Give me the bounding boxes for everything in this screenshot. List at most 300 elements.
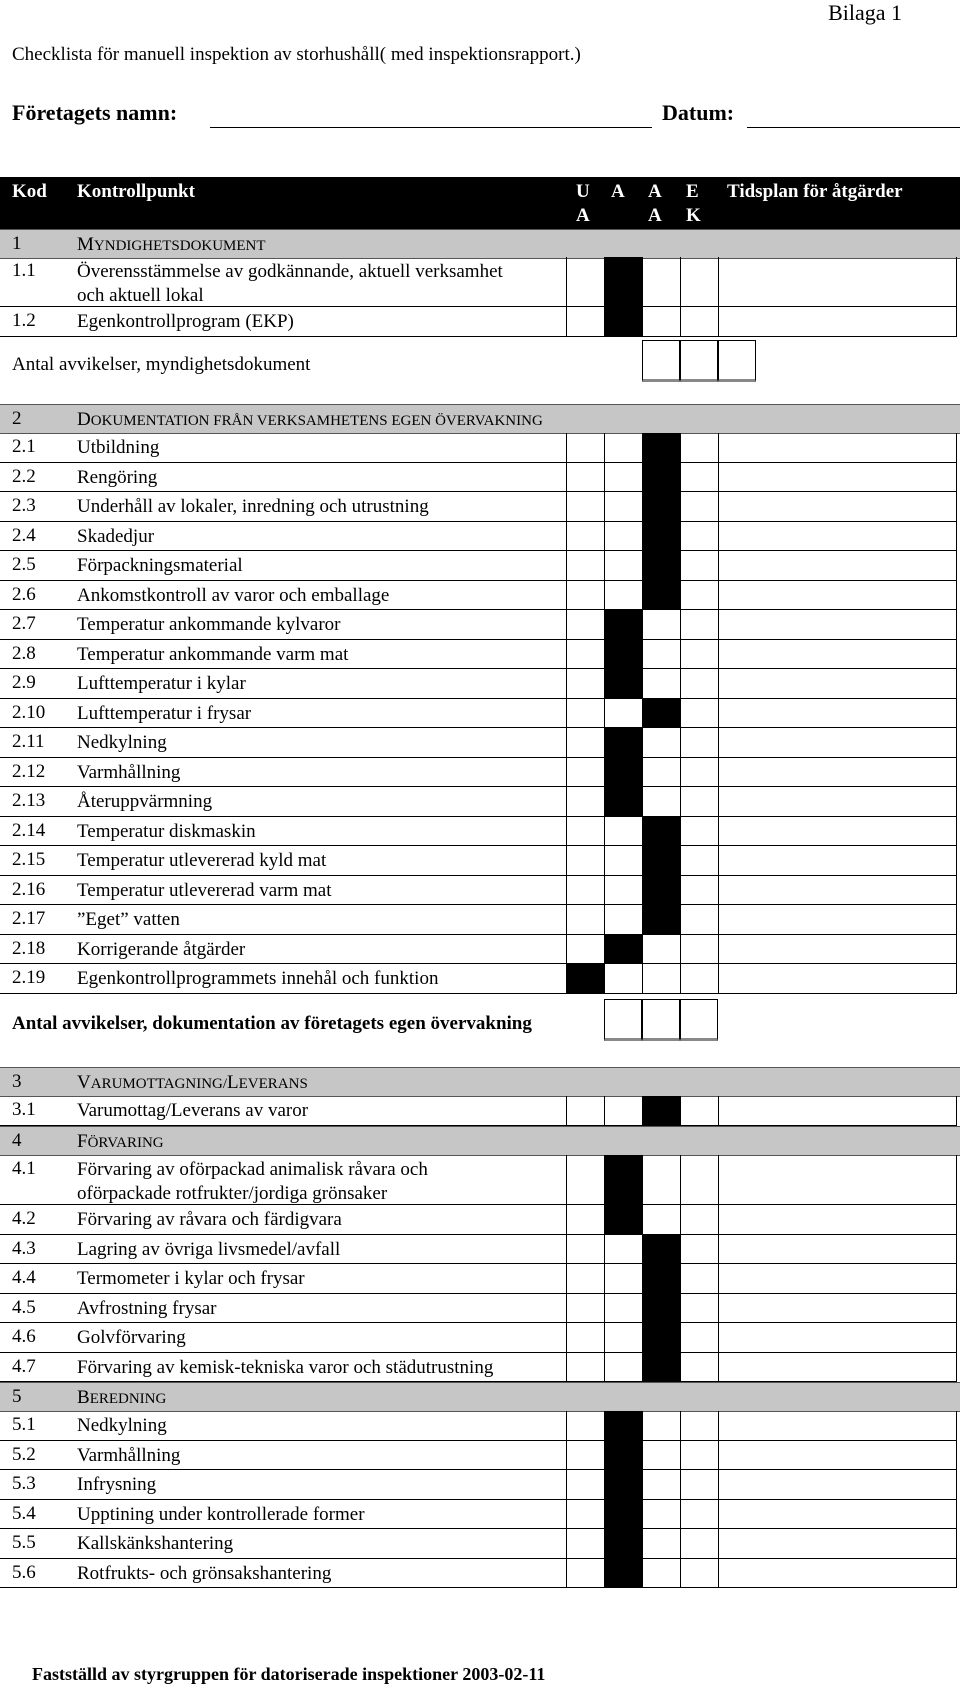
ua-cell[interactable] [566,787,604,817]
a-cell[interactable] [604,1096,642,1126]
cell-edge [718,307,719,337]
a-cell [604,257,642,307]
header-aa-2: A [648,205,662,226]
item-label [77,554,557,578]
checklist-item [0,463,960,493]
item-label-line-2: och aktuell lokal [77,285,204,306]
item-code: 4.5 [12,1296,36,1318]
a-cell[interactable] [604,1264,642,1294]
checklist-item [0,1353,960,1383]
a-cell [604,1411,642,1441]
item-label [77,1473,557,1497]
cell-edge [718,1096,719,1126]
ek-cell[interactable] [680,1205,718,1235]
checklist-item [0,1294,960,1324]
a-cell[interactable] [604,699,642,729]
table-right-edge [956,964,957,994]
section-title-rest: EREDNING [89,1391,167,1407]
a-cell[interactable] [604,492,642,522]
item-label [77,1238,557,1262]
checklist-item [0,581,960,611]
ek-cell[interactable] [680,935,718,965]
ua-cell[interactable] [566,1205,604,1235]
row-divider [0,1587,957,1588]
company-name-field[interactable] [210,127,652,128]
section-title-rest-2: EVERANS [238,1076,308,1092]
ek-cell[interactable] [680,610,718,640]
item-code: 2.15 [12,849,46,870]
table-right-edge [956,1441,957,1471]
header-code: Kod [12,181,47,202]
a-cell[interactable] [604,581,642,611]
item-label-line: Förpackningsmaterial [77,555,243,576]
aa-cell[interactable] [642,964,680,994]
aa-cell[interactable] [642,1500,680,1530]
ua-cell[interactable] [566,581,604,611]
a-cell [604,1529,642,1559]
a-cell [604,307,642,337]
item-label-line: Nedkylning [77,732,167,753]
section-title-initial: D [77,409,91,430]
item-label [77,613,557,637]
section-title-initial: B [77,1387,90,1408]
deviation-count-box[interactable] [718,340,756,382]
item-label [77,1326,557,1350]
ek-cell[interactable] [680,1411,718,1441]
checklist-item [0,1323,960,1353]
item-label-line: Underhåll av lokaler, inredning och utrustning [77,496,429,517]
aa-cell[interactable] [642,1441,680,1471]
checklist-item [0,758,960,788]
item-label [77,310,557,334]
item-label [77,643,557,667]
ua-cell[interactable] [566,846,604,876]
ek-cell[interactable] [680,1264,718,1294]
ek-cell[interactable] [680,728,718,758]
ua-cell[interactable] [566,1264,604,1294]
item-label [77,790,557,814]
deviation-count-box[interactable] [604,999,642,1041]
table-right-edge [956,905,957,935]
ua-cell[interactable] [566,1470,604,1500]
item-label-line: Temperatur ankommande kylvaror [77,614,341,635]
ek-cell[interactable] [680,1559,718,1589]
item-code: 2.17 [12,908,46,929]
table-right-edge [956,1155,957,1205]
aa-cell[interactable] [642,640,680,670]
header-aa-1: A [648,181,662,202]
ua-cell[interactable] [566,1323,604,1353]
item-label-line: Lufttemperatur i kylar [77,673,246,694]
aa-cell[interactable] [642,728,680,758]
ua-cell[interactable] [566,610,604,640]
appendix-label: Bilaga 1 [828,0,902,25]
checklist-item [0,610,960,640]
ek-cell[interactable] [680,1323,718,1353]
a-cell[interactable] [604,876,642,906]
ua-cell[interactable] [566,640,604,670]
item-label [77,761,557,785]
ua-cell[interactable] [566,433,604,463]
table-right-edge [956,876,957,906]
ek-cell[interactable] [680,522,718,552]
a-cell[interactable] [604,463,642,493]
table-right-edge [956,610,957,640]
checklist-item [0,1235,960,1265]
cell-edge [718,1559,719,1589]
ua-cell[interactable] [566,1500,604,1530]
item-label [77,908,557,932]
header-ua-1: U [576,181,590,202]
cell-edge [718,964,719,994]
item-label-line: Varmhållning [77,1444,181,1466]
section-code: 3 [12,1071,22,1092]
deviation-count-box[interactable] [642,999,680,1041]
ua-cell[interactable] [566,1441,604,1471]
aa-cell [642,463,680,493]
item-label-line: Rotfrukts- och grönsakshantering [77,1562,332,1584]
cell-edge [718,1235,719,1265]
item-label [77,584,557,608]
aa-cell[interactable] [642,787,680,817]
ua-cell[interactable] [566,1529,604,1559]
aa-cell[interactable] [642,1470,680,1500]
a-cell[interactable] [604,1294,642,1324]
item-code: 2.8 [12,642,36,664]
ek-cell[interactable] [680,876,718,906]
ek-cell[interactable] [680,1235,718,1265]
ek-cell[interactable] [680,905,718,935]
item-label-line: Egenkontrollprogrammets innehål och funktion [77,968,439,989]
item-code: 2.1 [12,436,36,457]
section-header [0,1126,960,1156]
aa-cell [642,876,680,906]
table-right-edge [956,1353,957,1383]
ek-cell[interactable] [680,669,718,699]
ek-cell[interactable] [680,1353,718,1383]
table-right-edge [956,1500,957,1530]
item-label [77,525,557,549]
ek-cell[interactable] [680,581,718,611]
ek-cell[interactable] [680,463,718,493]
section-title [77,233,557,258]
item-label-line: Överensstämmelse av godkännande, aktuell verksamhet [77,261,503,282]
aa-cell[interactable] [642,257,680,307]
ua-cell[interactable] [566,1096,604,1126]
item-label [77,731,557,755]
a-cell [604,935,642,965]
aa-cell[interactable] [642,1155,680,1205]
a-cell[interactable] [604,846,642,876]
aa-cell[interactable] [642,307,680,337]
ua-cell[interactable] [566,758,604,788]
ek-cell[interactable] [680,846,718,876]
item-label [77,1444,557,1468]
checklist-item [0,876,960,906]
ek-cell[interactable] [680,433,718,463]
item-code: 2.14 [12,819,46,841]
a-cell [604,669,642,699]
section-title-rest: OKUMENTATION FRÅN VERKSAMHETENS EGEN ÖVERVAKNING [90,413,543,429]
table-right-edge [956,1470,957,1500]
a-cell [604,610,642,640]
table-right-edge [956,728,957,758]
item-code: 4.2 [12,1208,36,1229]
aa-cell[interactable] [642,1529,680,1559]
section-title [77,1071,557,1096]
a-cell[interactable] [604,1235,642,1265]
ua-cell[interactable] [566,551,604,581]
ua-cell[interactable] [566,492,604,522]
ua-cell[interactable] [566,1411,604,1441]
table-right-edge [956,1205,957,1235]
table-right-edge [956,1559,957,1589]
aa-cell [642,699,680,729]
item-label-line: Temperatur ankommande varm mat [77,643,349,665]
ek-cell[interactable] [680,758,718,788]
ek-cell[interactable] [680,817,718,847]
ek-cell[interactable] [680,640,718,670]
a-cell[interactable] [604,551,642,581]
cell-edge [718,551,719,581]
section-title-initial: M [77,234,94,255]
date-field[interactable] [747,127,960,128]
cell-edge [718,1205,719,1235]
ua-cell[interactable] [566,1294,604,1324]
ua-cell[interactable] [566,905,604,935]
item-label [77,1158,557,1206]
aa-cell[interactable] [642,758,680,788]
table-right-edge [956,1235,957,1265]
aa-cell[interactable] [642,610,680,640]
ek-cell[interactable] [680,257,718,307]
header-ua-2: A [576,205,590,226]
ua-cell[interactable] [566,669,604,699]
item-code: 2.13 [12,790,46,811]
aa-cell[interactable] [642,669,680,699]
a-cell[interactable] [604,964,642,994]
aa-cell[interactable] [642,1411,680,1441]
section-header [0,1382,960,1412]
item-label-line: Upptining under kontrollerade former [77,1503,365,1525]
a-cell [604,640,642,670]
item-label [77,820,557,844]
cell-edge [718,669,719,699]
section-header [0,1067,960,1097]
item-label [77,1267,557,1291]
ek-cell[interactable] [680,1441,718,1471]
table-right-edge [956,1096,957,1126]
cell-edge [718,610,719,640]
item-label-line: Ankomstkontroll av varor och emballage [77,584,390,606]
table-right-edge [956,787,957,817]
item-label [77,938,557,962]
header-ek-1: E [686,181,699,202]
cell-edge [718,492,719,522]
a-cell [604,758,642,788]
item-label-line: Lufttemperatur i frysar [77,702,252,724]
aa-cell[interactable] [642,1205,680,1235]
deviation-count-box[interactable] [680,340,718,382]
ek-cell[interactable] [680,1500,718,1530]
checklist-item [0,964,960,994]
ek-cell[interactable] [680,1470,718,1500]
item-code: 3.1 [12,1099,36,1120]
section-code: 1 [12,233,22,254]
checklist-item [0,433,960,463]
a-cell[interactable] [604,433,642,463]
ua-cell[interactable] [566,1155,604,1205]
checklist-item [0,669,960,699]
deviation-count-box[interactable] [680,999,718,1041]
table-right-edge [956,699,957,729]
a-cell [604,728,642,758]
table-right-edge [956,492,957,522]
cell-edge [718,876,719,906]
item-code: 2.18 [12,937,46,959]
item-label [77,967,557,991]
item-label [77,1532,557,1556]
cell-edge [718,846,719,876]
ua-cell[interactable] [566,257,604,307]
item-label-line: ”Eget” vatten [77,909,180,930]
table-right-edge [956,935,957,965]
item-code: 2.2 [12,465,36,487]
table-right-edge [956,433,957,463]
item-label [77,260,557,308]
header-checkpoint: Kontrollpunkt [77,181,195,202]
ua-cell[interactable] [566,699,604,729]
item-code: 2.7 [12,613,36,634]
cell-edge [718,787,719,817]
checklist-item [0,1264,960,1294]
header-a: A [611,181,625,202]
cell-edge [718,905,719,935]
ua-cell[interactable] [566,1353,604,1383]
item-label [77,466,557,490]
ua-cell[interactable] [566,876,604,906]
item-label-line: Avfrostning frysar [77,1297,217,1319]
checklist-item [0,817,960,847]
checklist-item [0,728,960,758]
ua-cell[interactable] [566,728,604,758]
ua-cell[interactable] [566,1559,604,1589]
item-code: 4.3 [12,1237,36,1259]
ek-cell[interactable] [680,307,718,337]
item-code: 2.16 [12,878,46,900]
row-divider [0,993,957,994]
ek-cell[interactable] [680,492,718,522]
checklist-item [0,905,960,935]
table-right-edge [956,257,957,307]
aa-cell [642,1235,680,1265]
table-right-edge [956,307,957,337]
section-title-initial: V [77,1072,91,1093]
ua-cell[interactable] [566,935,604,965]
table-right-edge [956,1323,957,1353]
item-label-line: Lagring av övriga livsmedel/avfall [77,1238,341,1260]
aa-cell [642,522,680,552]
section-code: 2 [12,408,22,429]
a-cell[interactable] [604,1323,642,1353]
cell-edge [718,728,719,758]
item-label-line: Varmhållning [77,761,181,783]
item-code: 5.4 [12,1502,36,1524]
cell-edge [718,817,719,847]
ek-cell[interactable] [680,964,718,994]
table-right-edge [956,1294,957,1324]
company-name-label: Företagets namn: [12,100,178,125]
ua-cell[interactable] [566,522,604,552]
section-title-rest: ARUMOTTAGNING/ [90,1076,228,1092]
aa-cell [642,1264,680,1294]
a-cell[interactable] [604,817,642,847]
checklist-item [0,492,960,522]
checklist-item [0,1529,960,1559]
checklist-item [0,787,960,817]
document-title: Checklista för manuell inspektion av storhushåll( med inspektionsrapport.) [12,44,581,65]
ek-cell[interactable] [680,1155,718,1205]
cell-edge [718,1155,719,1205]
checklist-item [0,1155,960,1205]
section-header [0,404,960,434]
item-label-line: Utbildning [77,437,160,458]
ek-cell[interactable] [680,1294,718,1324]
ua-cell[interactable] [566,1235,604,1265]
cell-edge [718,699,719,729]
cell-edge [718,1500,719,1530]
cell-edge [718,1411,719,1441]
aa-cell [642,433,680,463]
footer-note: Fastställd av styrgruppen för datoriserade inspektioner 2003-02-11 [32,1664,546,1684]
ek-cell[interactable] [680,699,718,729]
item-label [77,672,557,696]
item-label [77,495,557,519]
aa-cell [642,551,680,581]
item-code: 2.9 [12,672,36,693]
table-header [0,177,960,229]
table-right-edge [956,551,957,581]
aa-cell[interactable] [642,935,680,965]
item-label-line: Skadedjur [77,525,155,547]
ek-cell[interactable] [680,551,718,581]
cell-edge [718,257,719,307]
checklist-item [0,1441,960,1471]
item-label-line: Temperatur diskmaskin [77,820,256,842]
item-code: 4.4 [12,1267,36,1288]
ek-cell[interactable] [680,1529,718,1559]
a-cell[interactable] [604,522,642,552]
ua-cell[interactable] [566,307,604,337]
a-cell[interactable] [604,1353,642,1383]
cell-edge [718,640,719,670]
ua-cell[interactable] [566,817,604,847]
item-label-line: Nedkylning [77,1415,167,1436]
item-label-line: Kallskänkshantering [77,1533,234,1554]
item-label-line: Egenkontrollprogram (EKP) [77,311,294,332]
aa-cell[interactable] [642,1559,680,1589]
a-cell[interactable] [604,905,642,935]
ek-cell[interactable] [680,787,718,817]
item-code: 2.19 [12,967,46,988]
checklist-item [0,699,960,729]
ua-cell[interactable] [566,463,604,493]
item-label [77,1356,557,1380]
ek-cell[interactable] [680,1096,718,1126]
item-label-line-2: oförpackade rotfrukter/jordiga grönsaker [77,1183,388,1204]
deviation-count-box[interactable] [642,340,680,382]
table-right-edge [956,640,957,670]
